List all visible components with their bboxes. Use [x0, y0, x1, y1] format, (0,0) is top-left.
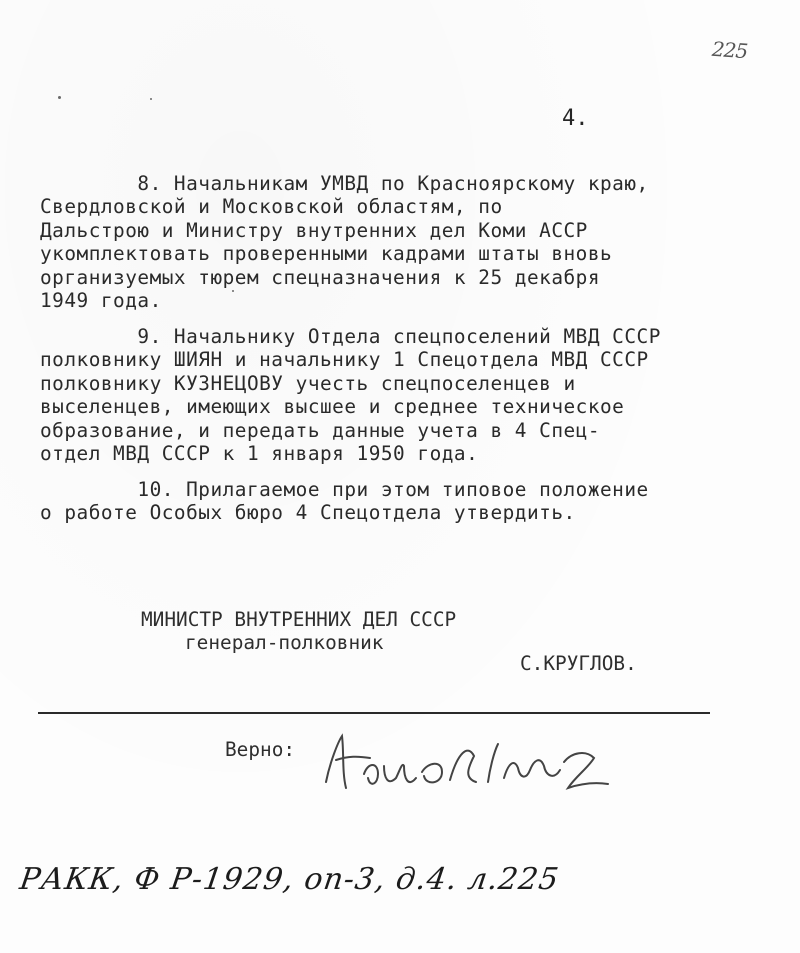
signatory-title: МИНИСТР ВНУТРЕННИХ ДЕЛ СССР: [141, 608, 457, 631]
archive-page-number: 225: [711, 36, 748, 64]
paragraph-10: 10. Прилагаемое при этом типовое положение о работе Особых бюро 4 Спецотдела утвердить.: [40, 478, 649, 525]
paper-speck: [58, 96, 61, 99]
signatory-name: С.КРУГЛОВ.: [520, 652, 637, 675]
handwritten-signature: [318, 722, 618, 812]
archive-reference: РАКК, Ф Р-1929, оп-3, д.4. л.225: [17, 862, 562, 897]
paper-speck: [150, 98, 152, 100]
paragraph-8: 8. Начальникам УМВД по Красноярскому краю, Свердловской и Московской областям, по Дальстрою и Министру внутренних дел Коми АССР укомплектовать проверенными кадрами штаты вновь организуемых тюрем спецназначения к 25 декабря 1949 года.: [40, 172, 649, 313]
page-number: 4.: [562, 106, 589, 131]
paragraph-9: 9. Начальнику Отдела спецпоселений МВД СССР полковнику ШИЯН и начальнику 1 Спецотдела МВД СССР полковнику КУЗНЕЦОВУ учесть спецпоселенцев и выселенцев, имеющих высшее и среднее техническое образование, и передать данные учета в 4 Спец- отдел МВД СССР к 1 января 1950 года.: [40, 325, 661, 466]
verification-label: Верно:: [225, 738, 296, 761]
signatory-rank: генерал-полковник: [185, 631, 384, 654]
separator-line: [38, 712, 710, 714]
